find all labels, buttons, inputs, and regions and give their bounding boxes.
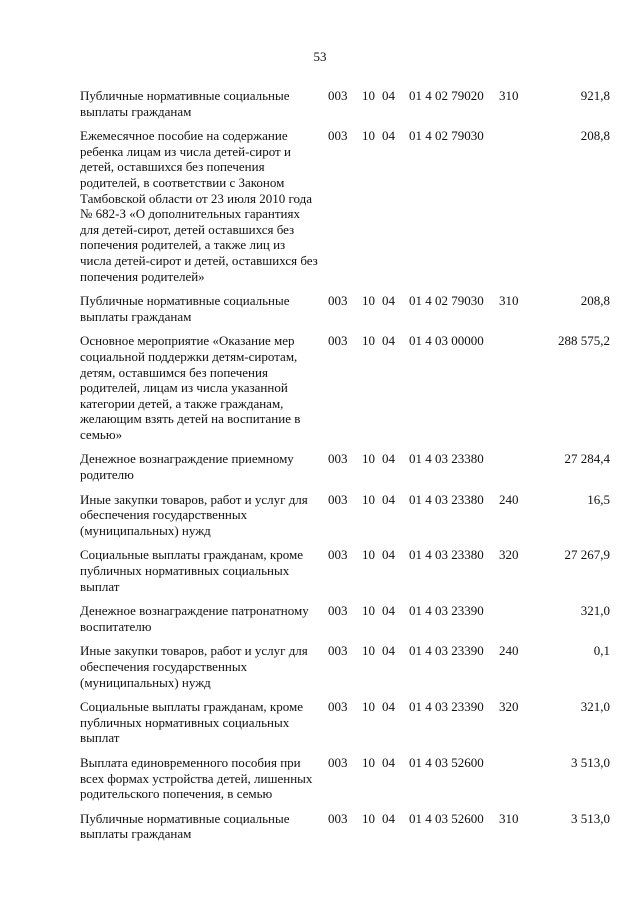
row-expense-type: 310	[499, 88, 519, 103]
table-row	[80, 88, 610, 119]
row-ministry-code: 003	[328, 547, 348, 563]
row-ministry-code: 003	[328, 451, 348, 467]
row-expense-type: 240	[499, 643, 519, 659]
row-amount: 921,8	[580, 88, 610, 103]
row-subsection-code: 04	[382, 88, 395, 103]
row-subsection-code: 04	[382, 547, 395, 563]
table-row	[80, 547, 610, 594]
row-section-code: 10	[362, 547, 375, 563]
row-ministry-code: 003	[328, 128, 348, 144]
row-section-code: 10	[362, 451, 375, 467]
row-target-code: 01 4 03 52600	[409, 810, 484, 826]
row-ministry-code: 003	[328, 810, 348, 826]
row-expense-type: 320	[499, 547, 519, 563]
row-subsection-code: 04	[382, 128, 395, 144]
row-name: Денежное вознаграждение приемному родителю	[80, 451, 294, 483]
row-section-code: 10	[362, 491, 375, 507]
row-name: Выплата единовременного пособия при всех формах устройства детей, лишенных родительского попечения, в семью	[80, 754, 313, 802]
table-row	[80, 492, 610, 539]
row-subsection-code: 04	[382, 810, 395, 826]
table-row	[80, 603, 610, 634]
row-amount: 27 284,4	[564, 451, 610, 467]
row-amount: 27 267,9	[564, 547, 610, 563]
row-name: Иные закупки товаров, работ и услуг для обеспечения государственных (муниципальных) нужд	[80, 643, 308, 690]
row-name: Социальные выплаты гражданам, кроме публичных нормативных социальных выплат	[80, 547, 303, 594]
row-section-code: 10	[362, 754, 375, 770]
row-expense-type: 320	[499, 699, 519, 715]
row-target-code: 01 4 03 52600	[409, 754, 484, 770]
row-name: Социальные выплаты гражданам, кроме публичных нормативных социальных выплат	[80, 699, 303, 746]
row-expense-type: 310	[499, 293, 519, 309]
row-subsection-code: 04	[382, 491, 395, 507]
row-amount: 321,0	[580, 603, 610, 619]
row-target-code: 01 4 02 79030	[409, 293, 484, 309]
row-subsection-code: 04	[382, 603, 395, 619]
row-target-code: 01 4 02 79030	[409, 128, 484, 144]
row-name: Публичные нормативные социальные выплаты гражданам	[80, 810, 290, 842]
row-subsection-code: 04	[382, 699, 395, 715]
row-section-code: 10	[362, 699, 375, 715]
row-expense-type: 240	[499, 491, 519, 507]
row-amount: 0,1	[593, 643, 610, 659]
row-amount: 16,5	[587, 491, 610, 507]
row-target-code: 01 4 03 23390	[409, 603, 484, 619]
table-row	[80, 293, 610, 324]
row-ministry-code: 003	[328, 643, 348, 659]
row-target-code: 01 4 02 79020	[409, 88, 484, 103]
row-subsection-code: 04	[382, 754, 395, 770]
row-ministry-code: 003	[328, 603, 348, 619]
row-name: Иные закупки товаров, работ и услуг для обеспечения государственных (муниципальных) нужд	[80, 491, 308, 538]
table-row	[80, 643, 610, 690]
row-amount: 321,0	[580, 699, 610, 715]
row-section-code: 10	[362, 603, 375, 619]
row-section-code: 10	[362, 643, 375, 659]
row-expense-type: 310	[499, 810, 519, 826]
row-name: Основное мероприятие «Оказание мер социальной поддержки детям-сиротам, детям, оставшимся без попечения родителей, лицам из числа указанной категории детей, а также гражданам, желающим взять детей на воспитание в семью»	[80, 333, 301, 442]
row-target-code: 01 4 03 23380	[409, 491, 484, 507]
row-name: Денежное вознаграждение патронатному воспитателю	[80, 603, 309, 634]
table-row	[80, 333, 610, 442]
row-ministry-code: 003	[328, 491, 348, 507]
row-ministry-code: 003	[328, 699, 348, 715]
row-target-code: 01 4 03 23380	[409, 547, 484, 563]
row-section-code: 10	[362, 128, 375, 144]
row-name: Ежемесячное пособие на содержание ребенка лицам из числа детей-сирот и детей, оставшихся без попечения родителей, в соответствии с Законом Тамбовской области от 23 июля 2010 года № 682-З «О дополнительных гарантиях для детей-сирот, детей оставшихся без попечения родителей, а также лиц из числа детей-сирот и детей, оставшихся без попечения родителей»	[80, 128, 318, 284]
row-name: Публичные нормативные социальные выплаты гражданам	[80, 88, 290, 119]
row-subsection-code: 04	[382, 451, 395, 467]
row-amount: 208,8	[580, 128, 610, 144]
row-subsection-code: 04	[382, 333, 395, 349]
row-ministry-code: 003	[328, 293, 348, 309]
row-section-code: 10	[362, 88, 375, 103]
row-amount: 208,8	[580, 293, 610, 309]
row-section-code: 10	[362, 810, 375, 826]
table-row	[80, 451, 610, 482]
row-amount: 288 575,2	[558, 333, 610, 349]
row-ministry-code: 003	[328, 88, 348, 103]
row-subsection-code: 04	[382, 643, 395, 659]
row-target-code: 01 4 03 00000	[409, 333, 484, 349]
table-row	[80, 811, 610, 842]
row-subsection-code: 04	[382, 293, 395, 309]
table-row	[80, 128, 610, 284]
row-amount: 3 513,0	[571, 754, 610, 770]
row-amount: 3 513,0	[571, 810, 610, 826]
row-name: Публичные нормативные социальные выплаты гражданам	[80, 293, 290, 324]
page-number: 53	[313, 49, 327, 64]
row-target-code: 01 4 03 23380	[409, 451, 484, 467]
row-target-code: 01 4 03 23390	[409, 643, 484, 659]
row-ministry-code: 003	[328, 333, 348, 349]
budget-table	[80, 88, 610, 851]
table-row	[80, 755, 610, 802]
row-section-code: 10	[362, 333, 375, 349]
row-target-code: 01 4 03 23390	[409, 699, 484, 715]
row-section-code: 10	[362, 293, 375, 309]
table-row	[80, 699, 610, 746]
row-ministry-code: 003	[328, 754, 348, 770]
